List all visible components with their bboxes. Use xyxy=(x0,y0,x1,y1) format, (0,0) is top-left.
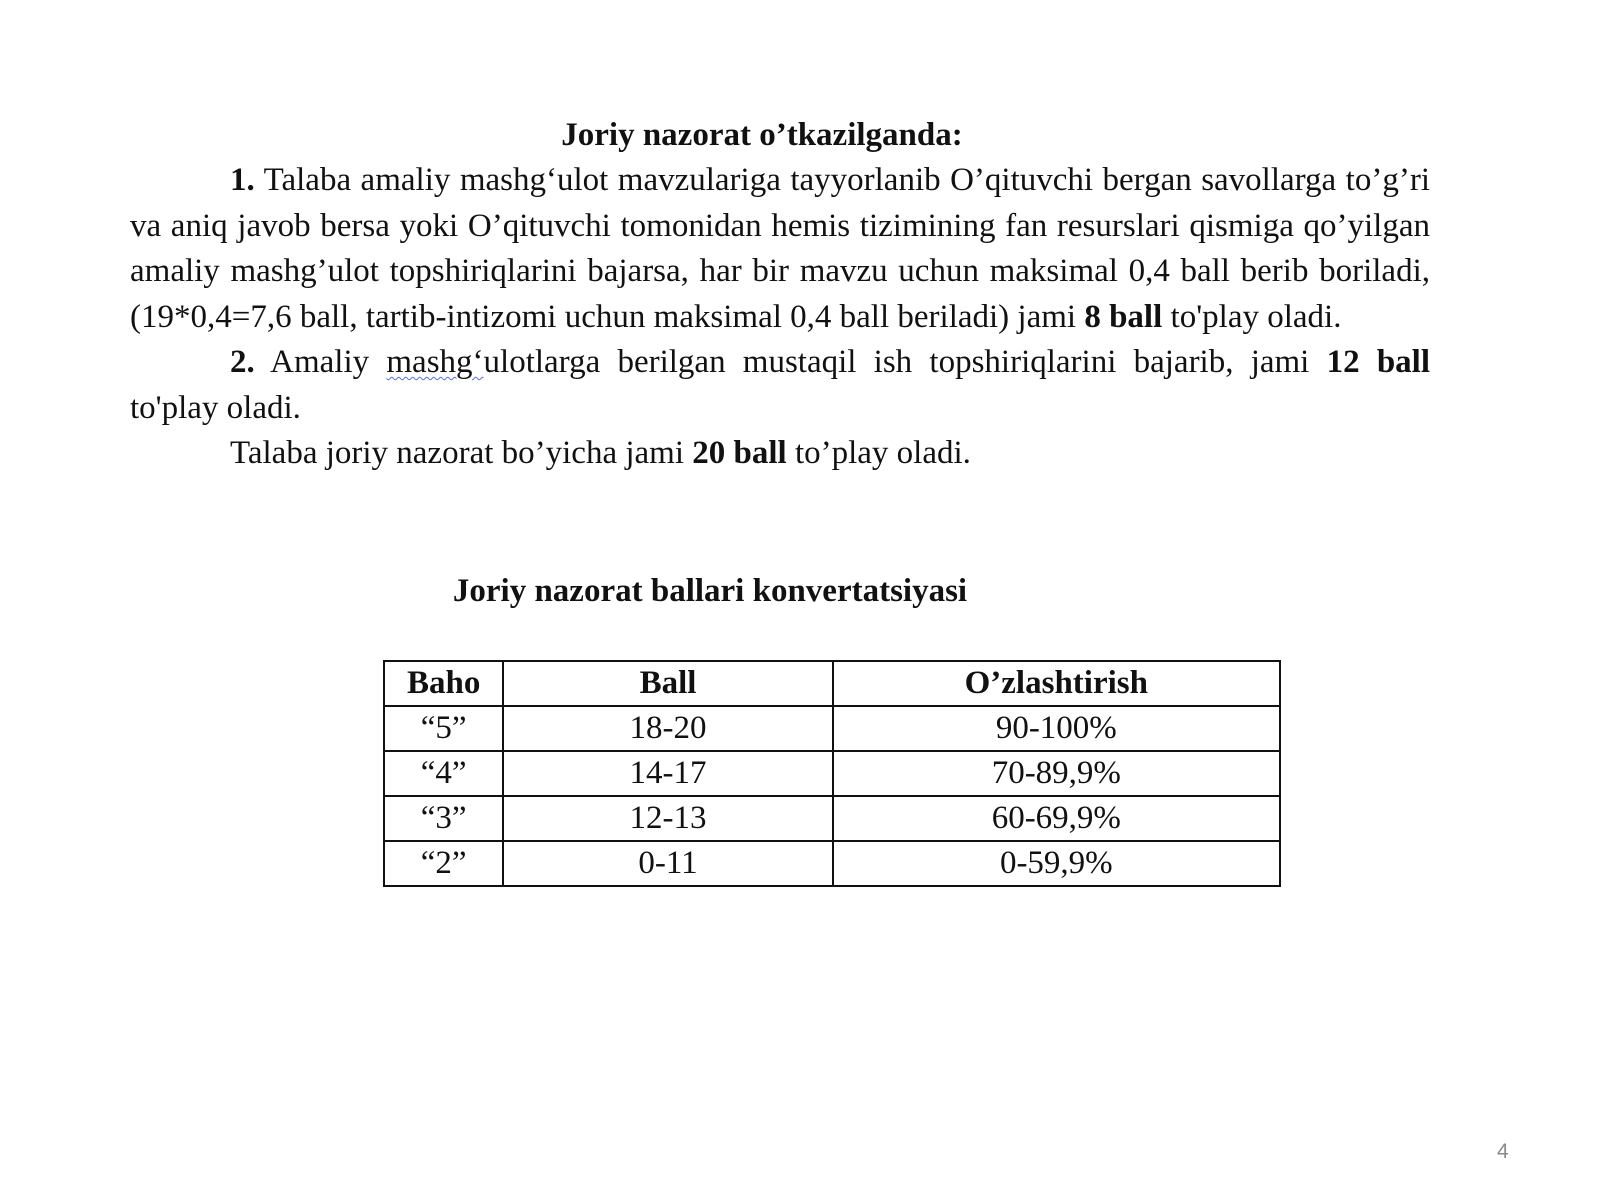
paragraph-item-1 xyxy=(130,158,1430,340)
cell-baho: “2” xyxy=(384,841,503,886)
spellcheck-underlined-word: mashg‘ xyxy=(386,344,484,380)
table-row xyxy=(384,706,1280,751)
cell-ozlashtirish: 70-89,9% xyxy=(833,751,1280,796)
item-1-text: Talaba amaliy mashg‘ulot mavzulariga tayyorlanib O’qituvchi bergan savollarga to’g’ri va aniq javob bersa yoki O’qituvchi tomonidan hemis tizimining fan resurslari qismiga qo’yilgan amaliy mashg’ulot topshiriqlarini bajarsa, har bir mavzu uchun maksimal 0,4 ball berib boriladi, (19*0,4=7,6 ball, tartib-intizomi uchun maksimal 0,4 ball beriladi) jami xyxy=(130,162,1430,335)
summary-text: Talaba joriy nazorat bo’yicha jami xyxy=(230,435,684,471)
cell-ball: 18-20 xyxy=(503,706,832,751)
cell-baho: “4” xyxy=(384,751,503,796)
header-baho: Baho xyxy=(384,661,503,706)
cell-baho: “3” xyxy=(384,796,503,841)
item-2-bold-total: 12 ball xyxy=(1326,344,1431,380)
item-1-text-end: to'play oladi. xyxy=(1170,298,1342,335)
table-row xyxy=(384,796,1280,841)
table-header-row xyxy=(384,661,1280,706)
header-ball: Ball xyxy=(503,661,832,706)
header-ozlashtirish: O’zlashtirish xyxy=(833,661,1280,706)
item-2-text: ulotlarga berilgan mustaqil ish topshiriqlarini bajarib, jami xyxy=(483,344,1310,380)
cell-ball: 0-11 xyxy=(503,841,832,886)
item-2-number: 2. xyxy=(230,344,255,380)
cell-ozlashtirish: 60-69,9% xyxy=(833,796,1280,841)
item-1-bold-total: 8 ball xyxy=(1084,298,1163,335)
item-1-number: 1. xyxy=(230,162,255,198)
paragraph-item-2 xyxy=(130,340,1430,431)
summary-bold-total: 20 ball xyxy=(692,435,787,471)
cell-ozlashtirish: 90-100% xyxy=(833,706,1280,751)
item-2-text-start: Amaliy xyxy=(270,344,370,380)
item-2-text-end: to'play oladi. xyxy=(130,389,301,426)
cell-ozlashtirish: 0-59,9% xyxy=(833,841,1280,886)
page-content xyxy=(130,112,1430,477)
paragraph-summary xyxy=(130,431,1430,477)
page-number: 4 xyxy=(1497,1140,1509,1163)
cell-ball: 12-13 xyxy=(503,796,832,841)
summary-text-end: to’play oladi. xyxy=(794,435,971,471)
section-title: Joriy nazorat o’tkazilganda: xyxy=(561,117,963,153)
grade-conversion-table xyxy=(383,660,1281,887)
table-row xyxy=(384,841,1280,886)
table-title: Joriy nazorat ballari konvertatsiyasi xyxy=(452,573,968,609)
table-row xyxy=(384,751,1280,796)
cell-ball: 14-17 xyxy=(503,751,832,796)
cell-baho: “5” xyxy=(384,706,503,751)
